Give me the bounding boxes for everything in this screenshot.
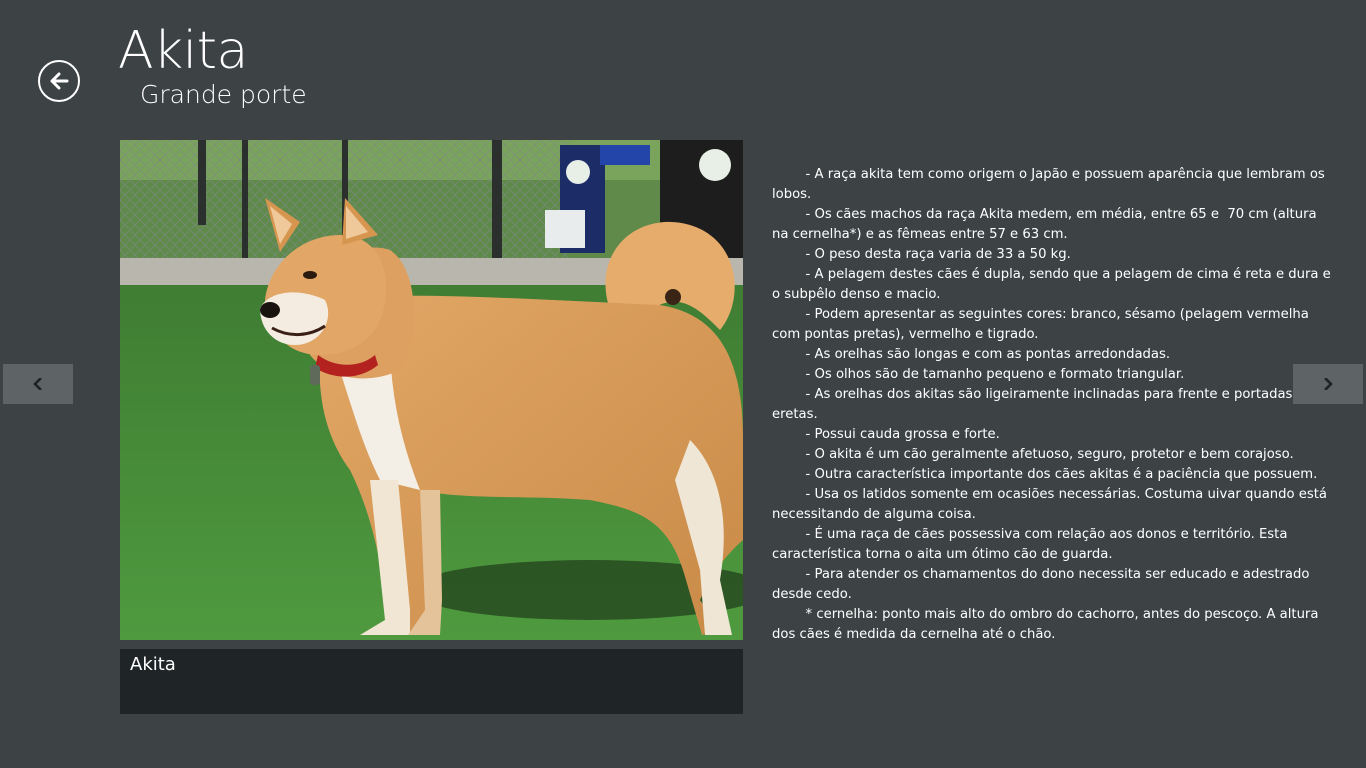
previous-button[interactable] xyxy=(3,364,73,404)
chevron-right-icon xyxy=(1322,378,1334,390)
dog-photo xyxy=(120,140,743,640)
arrow-left-icon xyxy=(47,69,71,93)
chevron-left-icon xyxy=(32,378,44,390)
page-subtitle: Grande porte xyxy=(140,80,307,109)
page-title: Akita xyxy=(118,21,248,81)
breed-description: - A raça akita tem como origem o Japão e possuem aparência que lembram os lobos. - Os cães machos da raça Akita medem, em média, entre 65 e 70 cm (altura na cernelha*) e as fêmeas entre 57 e 63 cm. - O peso desta raça varia de 33 a 50 kg. - A pelagem destes cães é dupla, sendo que a pelagem de cima é reta e dura e o subpêlo denso e macio. - Podem apresentar as seguintes cores: branco, sésamo (pelagem vermelha com pontas pretas), vermelho e tigrado. - As orelhas são longas e com as pontas arredondadas. - Os olhos são de tamanho pequeno e formato triangular. - As orelhas dos akitas são ligeiramente inclinadas para frente e portadas eretas. - Possui cauda grossa e forte. - O akita é um cão geralmente afetuoso, seguro, protetor e bem corajoso. - Outra característica importante dos cães akitas é a paciência que possuem. - Usa os latidos somente em ocasiões necessárias. Costuma uivar quando está necessitando de alguma coisa. - É uma raça de cães possessiva com relação aos donos e território. Esta característica torna o aita um ótimo cão de guarda. - Para atender os chamamentos do dono necessita ser educado e adestrado desde cedo. * cernelha: ponto mais alto do ombro do cachorro, antes do pescoço. A altura dos cães é medida da cernelha até o chão. xyxy=(772,167,1331,642)
next-button[interactable] xyxy=(1293,364,1363,404)
photo-caption-bar xyxy=(120,649,743,714)
back-button[interactable] xyxy=(38,60,80,102)
photo-caption: Akita xyxy=(130,654,176,675)
